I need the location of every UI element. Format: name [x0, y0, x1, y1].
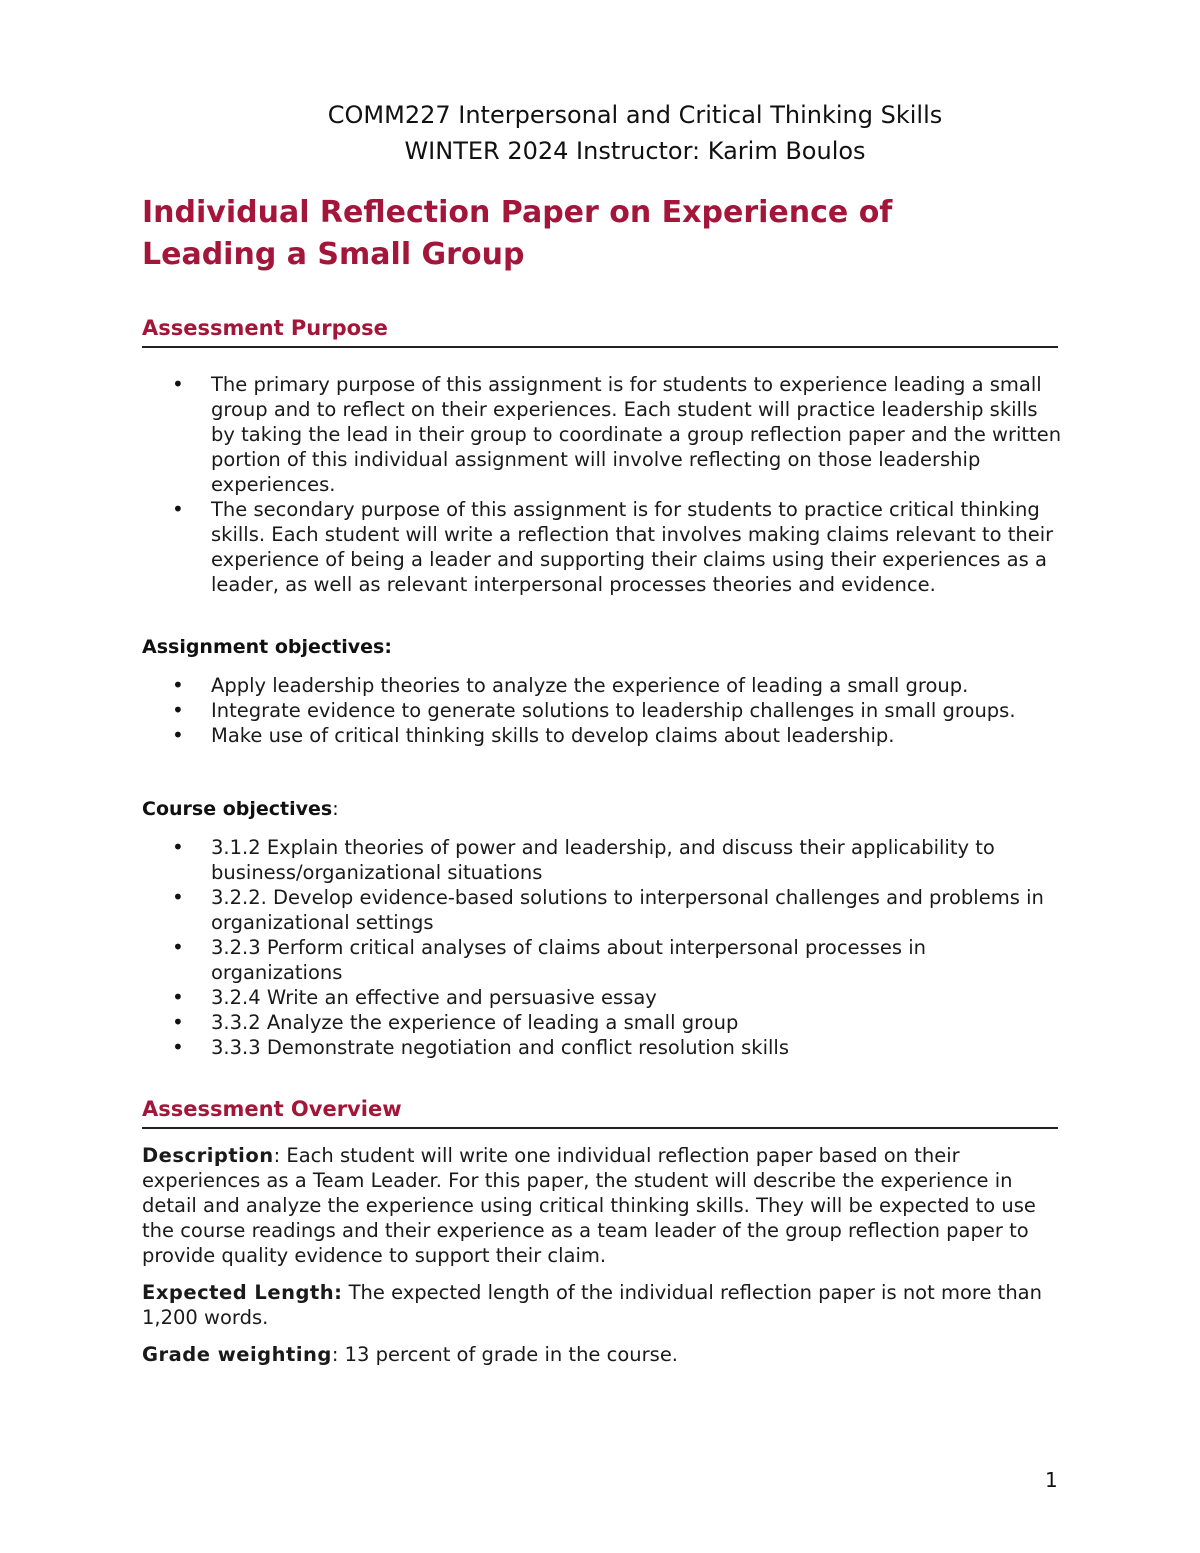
list-item: • 3.2.3 Perform critical analyses of claims about interpersonal processes in organizations [142, 935, 1062, 985]
purpose-list [142, 372, 1062, 597]
list-item: • Integrate evidence to generate solutions to leadership challenges in small groups. [142, 698, 1062, 723]
course-objectives-list [142, 835, 1062, 1060]
description-label: Description [142, 1144, 274, 1167]
grade-weighting-paragraph [142, 1342, 1062, 1367]
assessment-overview-heading: Assessment Overview [142, 1095, 1058, 1129]
description-paragraph [142, 1143, 1062, 1268]
list-item: • Apply leadership theories to analyze the experience of leading a small group. [142, 673, 1062, 698]
course-objectives-label: Course objectives [142, 798, 333, 820]
list-item: • 3.1.2 Explain theories of power and leadership, and discuss their applicability to business/organizational situations [142, 835, 1062, 885]
course-objectives-colon: : [332, 798, 339, 820]
assignment-objectives-list [142, 673, 1062, 748]
grade-weighting-label: Grade weighting [142, 1343, 332, 1366]
paper-title-line-2: Leading a Small Group [142, 237, 525, 272]
list-item: • The primary purpose of this assignment is for students to experience leading a small group and to reflect on their experiences. Each student will practice leadership skills by taking the lead in their group to coordinate a group reflection paper and the written portion of this individual assignment will involve reflecting on those leadership experiences. [142, 372, 1062, 497]
assignment-objectives-heading: Assignment objectives: [142, 636, 392, 658]
course-header [0, 97, 1200, 169]
list-item: • The secondary purpose of this assignment is for students to practice critical thinking skills. Each student will write a reflection that involves making claims relevant to their experience of being a leader and supporting their claims using their experiences as a leader, as well as relevant interpersonal processes theories and evidence. [142, 497, 1062, 597]
list-item: • 3.3.2 Analyze the experience of leading a small group [142, 1010, 1062, 1035]
grade-weighting-text: : 13 percent of grade in the course. [331, 1343, 679, 1366]
expected-length-paragraph [142, 1280, 1062, 1330]
assessment-purpose-heading: Assessment Purpose [142, 314, 1058, 348]
list-item: • Make use of critical thinking skills to develop claims about leadership. [142, 723, 1062, 748]
list-item: • 3.3.3 Demonstrate negotiation and conflict resolution skills [142, 1035, 1062, 1060]
term-instructor: WINTER 2024 Instructor: Karim Boulos [404, 137, 866, 165]
description-text: : Each student will write one individual reflection paper based on their experiences as a Team Leader. For this paper, the student will describe the experience in detail and analyze the experience using critical thinking skills. They will be expected to use the course readings and their experience as a team leader of the group reflection paper to provide quality evidence to support their claim. [142, 1144, 1036, 1267]
list-item: • 3.2.2. Develop evidence-based solutions to interpersonal challenges and problems in organizational settings [142, 885, 1062, 935]
expected-length-text: The expected length of the individual reflection paper is not more than 1,200 words. [142, 1281, 1042, 1329]
expected-length-label: Expected Length: [142, 1281, 343, 1304]
course-objectives-heading [142, 796, 339, 822]
course-name: COMM227 Interpersonal and Critical Thinking Skills [327, 101, 943, 129]
page-number: 1 [1045, 1468, 1058, 1492]
list-item: • 3.2.4 Write an effective and persuasive essay [142, 985, 1062, 1010]
paper-title [142, 192, 1062, 276]
paper-title-line-1: Individual Reflection Paper on Experience of [142, 195, 893, 230]
